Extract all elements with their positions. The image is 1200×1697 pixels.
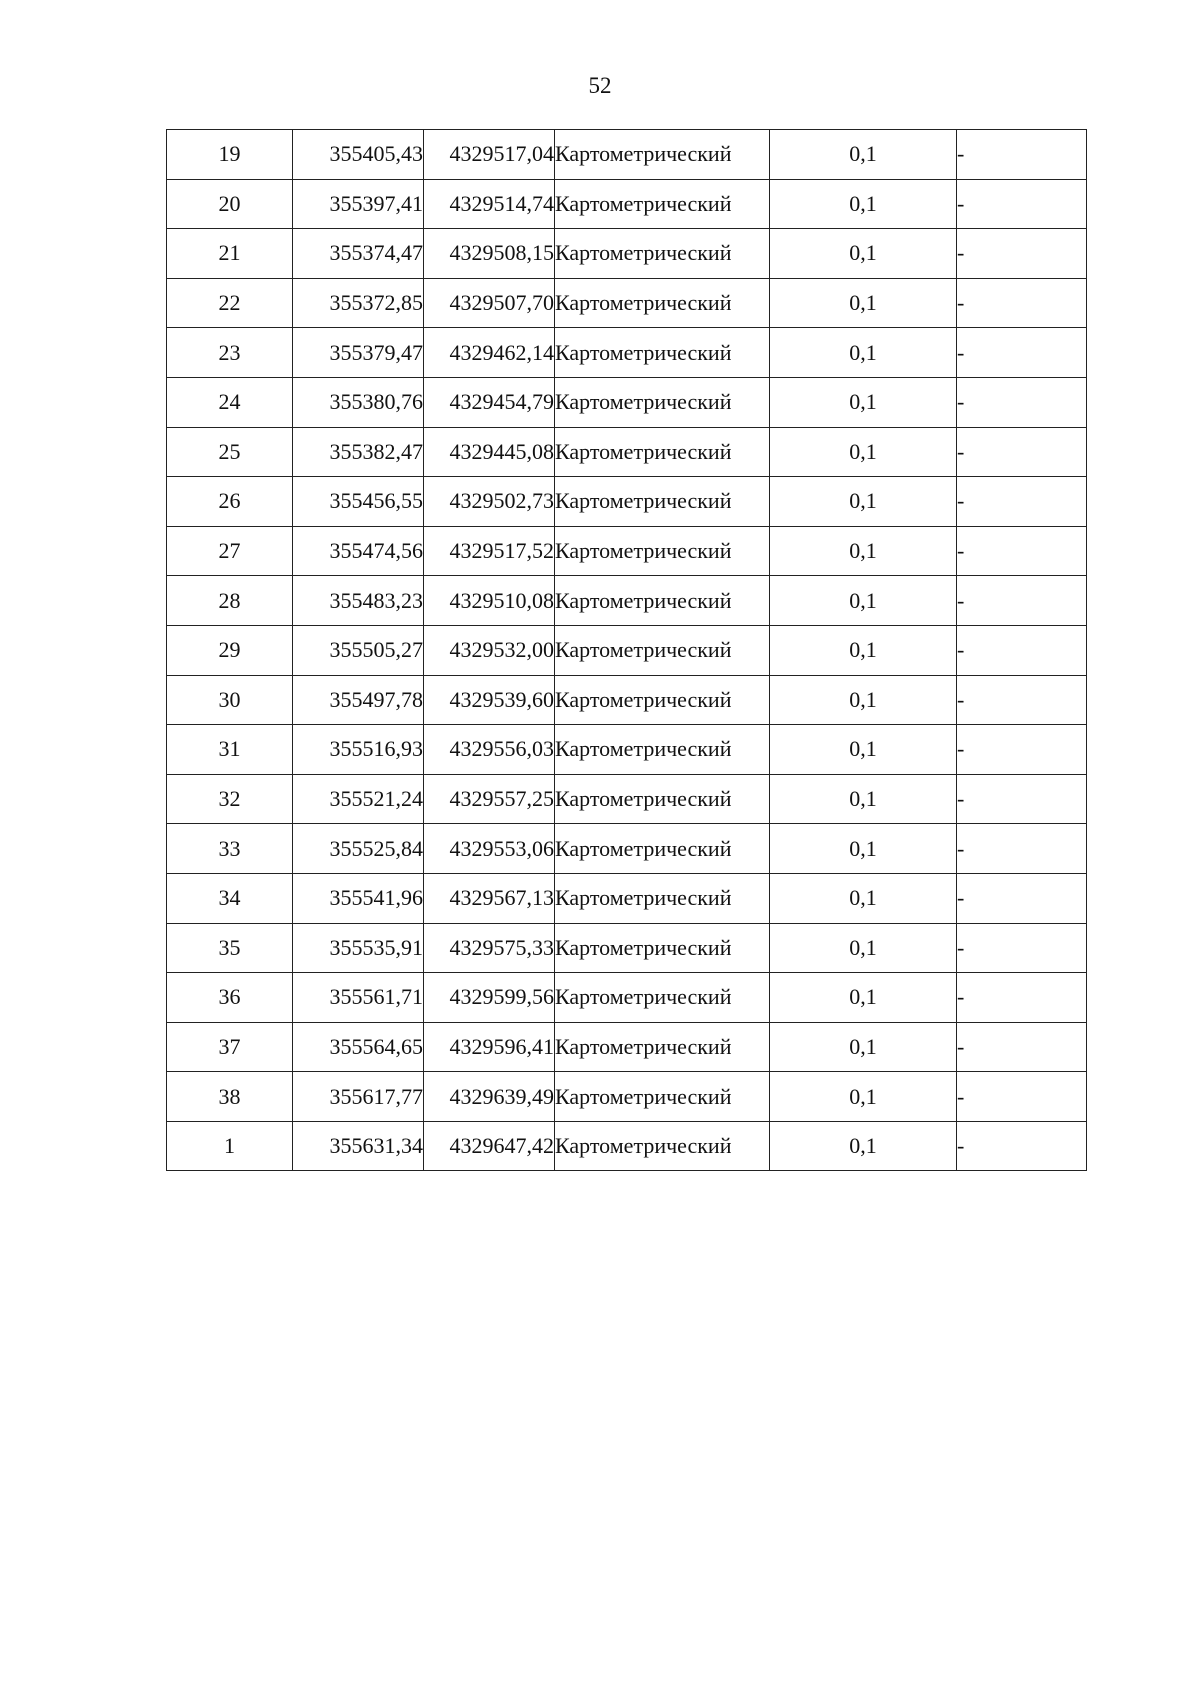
coordinate-y-cell: 4329557,25 bbox=[424, 774, 555, 824]
point-number-cell: 21 bbox=[167, 229, 293, 279]
coordinate-x-cell: 355380,76 bbox=[293, 377, 424, 427]
coordinate-y-cell: 4329462,14 bbox=[424, 328, 555, 378]
point-number-cell: 1 bbox=[167, 1121, 293, 1171]
coordinate-y-cell: 4329454,79 bbox=[424, 377, 555, 427]
table-row bbox=[167, 1072, 1087, 1122]
point-number-cell: 27 bbox=[167, 526, 293, 576]
description-cell: - bbox=[957, 725, 1087, 775]
table-row bbox=[167, 675, 1087, 725]
accuracy-cell: 0,1 bbox=[770, 576, 957, 626]
table-row bbox=[167, 278, 1087, 328]
coordinate-x-cell: 355535,91 bbox=[293, 923, 424, 973]
point-number-cell: 19 bbox=[167, 130, 293, 180]
table-row bbox=[167, 824, 1087, 874]
table-row bbox=[167, 477, 1087, 527]
table-row bbox=[167, 229, 1087, 279]
description-cell: - bbox=[957, 278, 1087, 328]
coordinate-x-cell: 355379,47 bbox=[293, 328, 424, 378]
accuracy-cell: 0,1 bbox=[770, 625, 957, 675]
coordinate-x-cell: 355456,55 bbox=[293, 477, 424, 527]
coordinate-x-cell: 355372,85 bbox=[293, 278, 424, 328]
coordinate-x-cell: 355483,23 bbox=[293, 576, 424, 626]
method-cell: Картометрический bbox=[555, 130, 770, 180]
description-cell: - bbox=[957, 1072, 1087, 1122]
coordinate-y-cell: 4329507,70 bbox=[424, 278, 555, 328]
coordinate-x-cell: 355516,93 bbox=[293, 725, 424, 775]
coordinate-y-cell: 4329517,52 bbox=[424, 526, 555, 576]
description-cell: - bbox=[957, 179, 1087, 229]
coordinate-x-cell: 355505,27 bbox=[293, 625, 424, 675]
accuracy-cell: 0,1 bbox=[770, 675, 957, 725]
description-cell: - bbox=[957, 1022, 1087, 1072]
coordinate-y-cell: 4329508,15 bbox=[424, 229, 555, 279]
method-cell: Картометрический bbox=[555, 1072, 770, 1122]
description-cell: - bbox=[957, 328, 1087, 378]
description-cell: - bbox=[957, 576, 1087, 626]
table-row bbox=[167, 377, 1087, 427]
table-row bbox=[167, 625, 1087, 675]
accuracy-cell: 0,1 bbox=[770, 1022, 957, 1072]
accuracy-cell: 0,1 bbox=[770, 774, 957, 824]
table-row bbox=[167, 328, 1087, 378]
coordinate-x-cell: 355405,43 bbox=[293, 130, 424, 180]
method-cell: Картометрический bbox=[555, 774, 770, 824]
coordinate-y-cell: 4329556,03 bbox=[424, 725, 555, 775]
point-number-cell: 22 bbox=[167, 278, 293, 328]
point-number-cell: 28 bbox=[167, 576, 293, 626]
coordinate-y-cell: 4329567,13 bbox=[424, 873, 555, 923]
description-cell: - bbox=[957, 1121, 1087, 1171]
coordinate-y-cell: 4329599,56 bbox=[424, 973, 555, 1023]
coordinates-table bbox=[166, 129, 1087, 1171]
description-cell: - bbox=[957, 526, 1087, 576]
description-cell: - bbox=[957, 477, 1087, 527]
accuracy-cell: 0,1 bbox=[770, 229, 957, 279]
table-row bbox=[167, 576, 1087, 626]
method-cell: Картометрический bbox=[555, 526, 770, 576]
coordinate-y-cell: 4329639,49 bbox=[424, 1072, 555, 1122]
description-cell: - bbox=[957, 923, 1087, 973]
description-cell: - bbox=[957, 229, 1087, 279]
coordinate-x-cell: 355561,71 bbox=[293, 973, 424, 1023]
coordinate-x-cell: 355497,78 bbox=[293, 675, 424, 725]
coordinate-y-cell: 4329514,74 bbox=[424, 179, 555, 229]
coordinate-y-cell: 4329553,06 bbox=[424, 824, 555, 874]
method-cell: Картометрический bbox=[555, 328, 770, 378]
accuracy-cell: 0,1 bbox=[770, 427, 957, 477]
method-cell: Картометрический bbox=[555, 625, 770, 675]
description-cell: - bbox=[957, 973, 1087, 1023]
point-number-cell: 37 bbox=[167, 1022, 293, 1072]
point-number-cell: 36 bbox=[167, 973, 293, 1023]
table-row bbox=[167, 1121, 1087, 1171]
method-cell: Картометрический bbox=[555, 179, 770, 229]
method-cell: Картометрический bbox=[555, 1022, 770, 1072]
point-number-cell: 33 bbox=[167, 824, 293, 874]
point-number-cell: 34 bbox=[167, 873, 293, 923]
coordinate-x-cell: 355525,84 bbox=[293, 824, 424, 874]
description-cell: - bbox=[957, 774, 1087, 824]
method-cell: Картометрический bbox=[555, 427, 770, 477]
accuracy-cell: 0,1 bbox=[770, 526, 957, 576]
method-cell: Картометрический bbox=[555, 725, 770, 775]
coordinates-table-body bbox=[167, 130, 1087, 1171]
accuracy-cell: 0,1 bbox=[770, 130, 957, 180]
coordinate-x-cell: 355397,41 bbox=[293, 179, 424, 229]
coordinate-x-cell: 355474,56 bbox=[293, 526, 424, 576]
method-cell: Картометрический bbox=[555, 675, 770, 725]
accuracy-cell: 0,1 bbox=[770, 377, 957, 427]
point-number-cell: 30 bbox=[167, 675, 293, 725]
table-row bbox=[167, 973, 1087, 1023]
accuracy-cell: 0,1 bbox=[770, 328, 957, 378]
coordinate-x-cell: 355564,65 bbox=[293, 1022, 424, 1072]
coordinate-y-cell: 4329502,73 bbox=[424, 477, 555, 527]
point-number-cell: 25 bbox=[167, 427, 293, 477]
accuracy-cell: 0,1 bbox=[770, 179, 957, 229]
method-cell: Картометрический bbox=[555, 923, 770, 973]
accuracy-cell: 0,1 bbox=[770, 278, 957, 328]
coordinate-y-cell: 4329596,41 bbox=[424, 1022, 555, 1072]
description-cell: - bbox=[957, 824, 1087, 874]
coordinate-y-cell: 4329517,04 bbox=[424, 130, 555, 180]
coordinate-y-cell: 4329532,00 bbox=[424, 625, 555, 675]
method-cell: Картометрический bbox=[555, 477, 770, 527]
method-cell: Картометрический bbox=[555, 824, 770, 874]
coordinate-x-cell: 355521,24 bbox=[293, 774, 424, 824]
point-number-cell: 31 bbox=[167, 725, 293, 775]
coordinate-y-cell: 4329539,60 bbox=[424, 675, 555, 725]
coordinate-y-cell: 4329510,08 bbox=[424, 576, 555, 626]
coordinate-x-cell: 355617,77 bbox=[293, 1072, 424, 1122]
point-number-cell: 26 bbox=[167, 477, 293, 527]
table-row bbox=[167, 725, 1087, 775]
point-number-cell: 20 bbox=[167, 179, 293, 229]
coordinate-y-cell: 4329445,08 bbox=[424, 427, 555, 477]
table-row bbox=[167, 526, 1087, 576]
accuracy-cell: 0,1 bbox=[770, 824, 957, 874]
table-row bbox=[167, 130, 1087, 180]
accuracy-cell: 0,1 bbox=[770, 1072, 957, 1122]
point-number-cell: 38 bbox=[167, 1072, 293, 1122]
point-number-cell: 23 bbox=[167, 328, 293, 378]
coordinate-x-cell: 355541,96 bbox=[293, 873, 424, 923]
table-row bbox=[167, 1022, 1087, 1072]
description-cell: - bbox=[957, 625, 1087, 675]
point-number-cell: 35 bbox=[167, 923, 293, 973]
description-cell: - bbox=[957, 873, 1087, 923]
table-row bbox=[167, 427, 1087, 477]
coordinate-y-cell: 4329647,42 bbox=[424, 1121, 555, 1171]
table-row bbox=[167, 923, 1087, 973]
table-row bbox=[167, 873, 1087, 923]
table-row bbox=[167, 774, 1087, 824]
method-cell: Картометрический bbox=[555, 576, 770, 626]
accuracy-cell: 0,1 bbox=[770, 873, 957, 923]
point-number-cell: 24 bbox=[167, 377, 293, 427]
method-cell: Картометрический bbox=[555, 1121, 770, 1171]
method-cell: Картометрический bbox=[555, 229, 770, 279]
accuracy-cell: 0,1 bbox=[770, 973, 957, 1023]
coordinate-x-cell: 355631,34 bbox=[293, 1121, 424, 1171]
method-cell: Картометрический bbox=[555, 278, 770, 328]
description-cell: - bbox=[957, 130, 1087, 180]
point-number-cell: 32 bbox=[167, 774, 293, 824]
coordinate-x-cell: 355374,47 bbox=[293, 229, 424, 279]
accuracy-cell: 0,1 bbox=[770, 1121, 957, 1171]
coordinate-x-cell: 355382,47 bbox=[293, 427, 424, 477]
method-cell: Картометрический bbox=[555, 873, 770, 923]
table-row bbox=[167, 179, 1087, 229]
page-number: 52 bbox=[588, 73, 612, 98]
method-cell: Картометрический bbox=[555, 973, 770, 1023]
description-cell: - bbox=[957, 377, 1087, 427]
description-cell: - bbox=[957, 675, 1087, 725]
accuracy-cell: 0,1 bbox=[770, 725, 957, 775]
point-number-cell: 29 bbox=[167, 625, 293, 675]
accuracy-cell: 0,1 bbox=[770, 923, 957, 973]
description-cell: - bbox=[957, 427, 1087, 477]
accuracy-cell: 0,1 bbox=[770, 477, 957, 527]
coordinate-y-cell: 4329575,33 bbox=[424, 923, 555, 973]
method-cell: Картометрический bbox=[555, 377, 770, 427]
